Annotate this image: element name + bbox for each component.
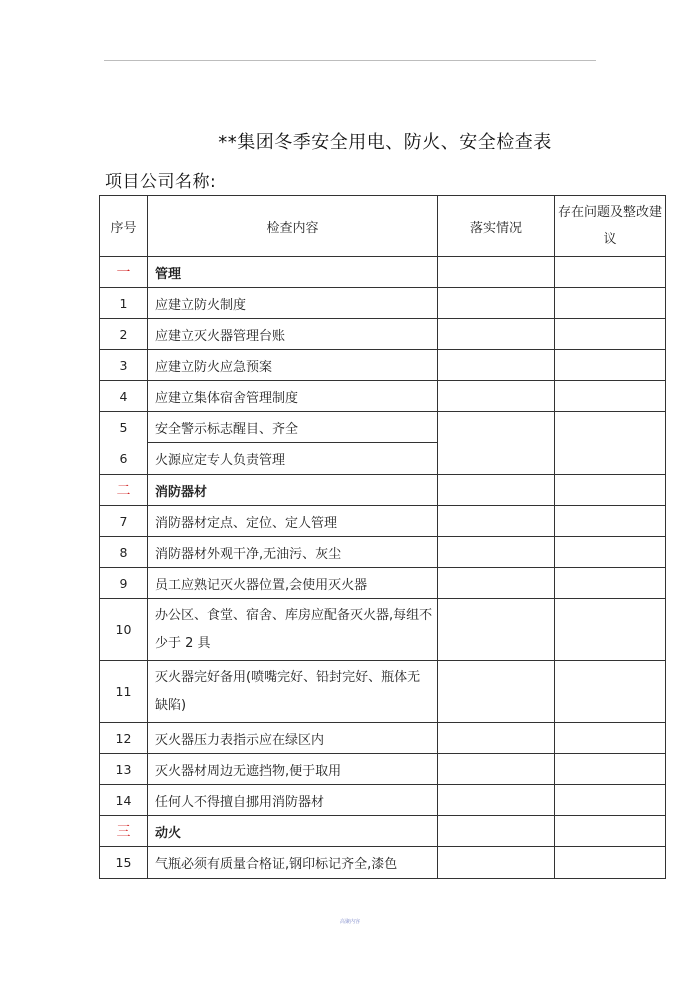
- table-row: [100, 412, 666, 443]
- issues-cell: [555, 754, 666, 785]
- table-row: [100, 506, 666, 537]
- table-row: [100, 568, 666, 599]
- table-row: [100, 319, 666, 350]
- status-cell: [438, 443, 555, 475]
- row-content: 应建立防火应急预案: [148, 350, 438, 381]
- table-row: [100, 661, 666, 723]
- row-no: 12: [100, 723, 148, 754]
- issues-cell: [555, 661, 666, 723]
- table-row: [100, 350, 666, 381]
- status-cell: [438, 599, 555, 661]
- issues-cell: [555, 475, 666, 506]
- inspection-table: [99, 195, 666, 879]
- row-content: 气瓶必须有质量合格证,钢印标记齐全,漆色: [148, 847, 438, 879]
- row-content: 消防器材定点、定位、定人管理: [148, 506, 438, 537]
- issues-cell: [555, 568, 666, 599]
- table-row: [100, 847, 666, 879]
- row-content: 灭火器完好备用(喷嘴完好、铅封完好、瓶体无缺陷): [148, 661, 438, 723]
- row-content: 应建立灭火器管理台账: [148, 319, 438, 350]
- row-content: 员工应熟记灭火器位置,会使用灭火器: [148, 568, 438, 599]
- status-cell: [438, 475, 555, 506]
- row-no: 14: [100, 785, 148, 816]
- row-no: 10: [100, 599, 148, 661]
- row-content: 灭火器材周边无遮挡物,便于取用: [148, 754, 438, 785]
- row-no: 二: [100, 475, 148, 506]
- status-cell: [438, 537, 555, 568]
- row-content: 应建立集体宿舍管理制度: [148, 381, 438, 412]
- status-cell: [438, 723, 555, 754]
- status-cell: [438, 816, 555, 847]
- status-cell: [438, 754, 555, 785]
- row-no: 7: [100, 506, 148, 537]
- row-no: 6: [100, 443, 148, 475]
- row-no: 9: [100, 568, 148, 599]
- table-row: [100, 754, 666, 785]
- issues-cell: [555, 319, 666, 350]
- issues-cell: [555, 816, 666, 847]
- status-cell: [438, 288, 555, 319]
- status-cell: [438, 257, 555, 288]
- row-no: 2: [100, 319, 148, 350]
- row-no: 4: [100, 381, 148, 412]
- status-cell: [438, 350, 555, 381]
- status-cell: [438, 661, 555, 723]
- status-cell: [438, 381, 555, 412]
- header-content: 检查内容: [148, 196, 438, 257]
- table-row: [100, 537, 666, 568]
- row-no: 5: [100, 412, 148, 443]
- header-rule: [104, 60, 596, 61]
- status-cell: [438, 506, 555, 537]
- table-row: [100, 288, 666, 319]
- footer-watermark: 高聚内容: [339, 919, 360, 925]
- row-content: 消防器材: [148, 475, 438, 506]
- status-cell: [438, 568, 555, 599]
- issues-cell: [555, 599, 666, 661]
- issues-cell: [555, 723, 666, 754]
- issues-cell: [555, 288, 666, 319]
- company-name-label: 项目公司名称:: [105, 172, 217, 192]
- issues-cell: [555, 350, 666, 381]
- row-no: 8: [100, 537, 148, 568]
- row-content: 火源应定专人负责管理: [148, 443, 438, 475]
- header-issues: 存在问题及整改建议: [555, 196, 666, 257]
- row-content: 管理: [148, 257, 438, 288]
- status-cell: [438, 319, 555, 350]
- issues-cell: [555, 537, 666, 568]
- issues-cell: [555, 257, 666, 288]
- table-row: [100, 475, 666, 506]
- row-content: 任何人不得擅自挪用消防器材: [148, 785, 438, 816]
- issues-cell: [555, 506, 666, 537]
- issues-cell: [555, 785, 666, 816]
- row-no: 11: [100, 661, 148, 723]
- row-no: 1: [100, 288, 148, 319]
- table-row: [100, 599, 666, 661]
- document-title: **集团冬季安全用电、防火、安全检查表: [218, 132, 552, 153]
- status-cell: [438, 785, 555, 816]
- row-content: 灭火器压力表指示应在绿区内: [148, 723, 438, 754]
- row-content: 消防器材外观干净,无油污、灰尘: [148, 537, 438, 568]
- table-header-row: [100, 196, 666, 257]
- table-row: [100, 785, 666, 816]
- issues-cell: [555, 381, 666, 412]
- status-cell: [438, 847, 555, 879]
- row-content: 安全警示标志醒目、齐全: [148, 412, 438, 443]
- table-row: [100, 257, 666, 288]
- row-content: 应建立防火制度: [148, 288, 438, 319]
- row-no: 15: [100, 847, 148, 879]
- header-status: 落实情况: [438, 196, 555, 257]
- table-row: [100, 816, 666, 847]
- row-no: 三: [100, 816, 148, 847]
- row-content: 办公区、食堂、宿舍、库房应配备灭火器,每组不少于 2 具: [148, 599, 438, 661]
- issues-cell: [555, 847, 666, 879]
- table-row: [100, 723, 666, 754]
- issues-cell-merged: [555, 412, 666, 475]
- row-no: 3: [100, 350, 148, 381]
- row-content: 动火: [148, 816, 438, 847]
- row-no: 13: [100, 754, 148, 785]
- status-cell: [438, 412, 555, 443]
- table-row: [100, 381, 666, 412]
- header-no: 序号: [100, 196, 148, 257]
- row-no: 一: [100, 257, 148, 288]
